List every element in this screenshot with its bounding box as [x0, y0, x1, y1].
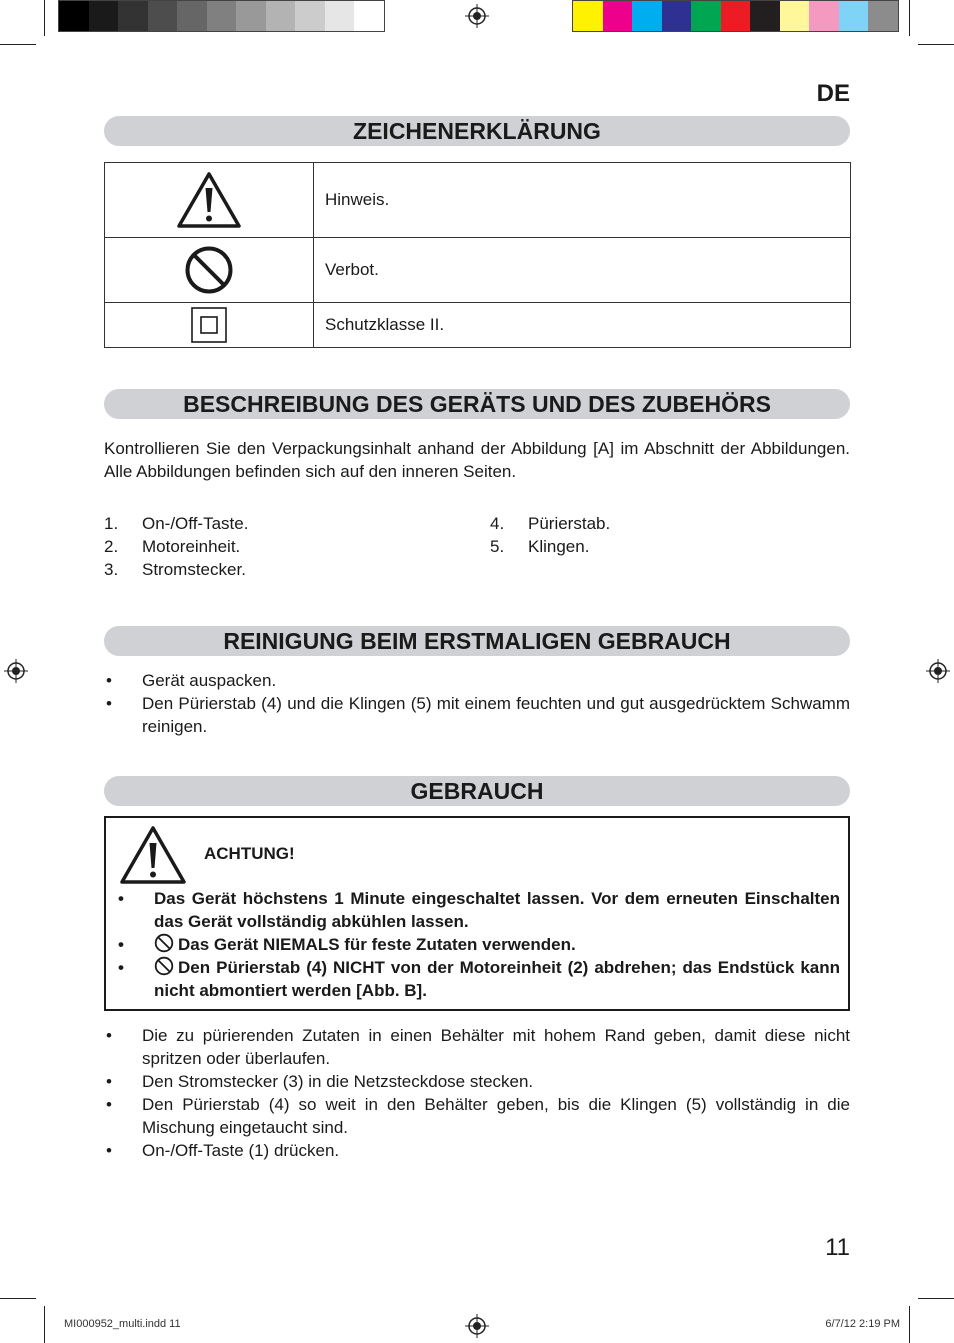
- bullet: •: [106, 1141, 112, 1160]
- item-text: Die zu pürierenden Zutaten in einen Behälter mit hohem Rand geben, damit diese nicht spritzen oder überlaufen.: [142, 1026, 850, 1068]
- item-label: Pürierstab.: [528, 514, 611, 533]
- warning-list: [116, 887, 840, 1002]
- item-label: On-/Off-Taste.: [142, 514, 249, 533]
- color-swatch: [177, 1, 207, 31]
- slug-file: MI000952_multi.indd 11: [64, 1318, 181, 1330]
- description-intro: Kontrollieren Sie den Verpackungsinhalt anhand der Abbildung [A] im Abschnitt der Abbildungen. Alle Abbildungen befinden sich auf den inneren Seiten.: [104, 439, 850, 481]
- list-item: [490, 512, 610, 535]
- symbol-cell: [105, 303, 314, 348]
- prohibition-icon: [154, 956, 174, 976]
- warning-box: [104, 816, 850, 1011]
- crop-mark: [918, 44, 954, 45]
- gray-color-bar: [58, 0, 385, 32]
- item-number: 2.: [104, 537, 119, 556]
- registration-mark-icon: [465, 4, 489, 28]
- symbol-cell: [105, 238, 314, 303]
- color-swatch: [148, 1, 178, 31]
- item-label: Stromstecker.: [142, 560, 246, 579]
- color-bar: [572, 0, 899, 32]
- registration-mark-icon: [4, 659, 28, 683]
- bullet: •: [106, 1072, 112, 1091]
- prohibition-icon: [154, 933, 174, 953]
- list-item: [104, 535, 248, 558]
- item-number: 1.: [104, 514, 119, 533]
- bullet: •: [118, 958, 124, 977]
- section-title-description: BESCHREIBUNG DES GERÄTS UND DES ZUBEHÖRS: [104, 389, 850, 419]
- list-item: [104, 512, 248, 535]
- item-label: Motoreinheit.: [142, 537, 241, 556]
- bullet: •: [118, 889, 124, 908]
- color-swatch: [662, 1, 692, 31]
- crop-mark: [0, 1298, 36, 1299]
- item-number: 3.: [104, 560, 119, 579]
- color-swatch: [266, 1, 296, 31]
- crop-mark: [44, 1306, 45, 1343]
- item-text: Den Pürierstab (4) und die Klingen (5) mit einem feuchten und gut ausgedrücktem Schwamm reinigen.: [142, 694, 850, 736]
- registration-mark-icon: [926, 659, 950, 683]
- crop-mark: [909, 1306, 910, 1343]
- color-swatch: [59, 1, 89, 31]
- warning-triangle-icon: [175, 170, 243, 230]
- color-swatch: [118, 1, 148, 31]
- color-swatch: [236, 1, 266, 31]
- section-title-usage: GEBRAUCH: [104, 776, 850, 806]
- color-swatch: [780, 1, 810, 31]
- table-row: [105, 163, 851, 238]
- language-tag: DE: [816, 80, 850, 107]
- parts-list-left: [104, 512, 248, 581]
- color-swatch: [325, 1, 355, 31]
- table-row: [105, 238, 851, 303]
- list-item: [104, 1024, 850, 1070]
- item-number: 5.: [490, 537, 505, 556]
- symbols-table: [104, 162, 851, 348]
- list-item: [104, 692, 850, 738]
- color-swatch: [839, 1, 869, 31]
- usage-steps-list: [104, 1024, 850, 1162]
- list-item: [490, 535, 610, 558]
- crop-mark: [0, 44, 36, 45]
- color-swatch: [750, 1, 780, 31]
- color-swatch: [868, 1, 898, 31]
- warning-triangle-icon: [118, 824, 188, 886]
- list-item: [104, 1139, 850, 1162]
- slug-date: 6/7/12 2:19 PM: [825, 1318, 900, 1330]
- bullet: •: [106, 694, 112, 713]
- symbol-meaning: Verbot.: [314, 238, 851, 303]
- list-item: [116, 956, 840, 1002]
- color-swatch: [603, 1, 633, 31]
- bullet: •: [106, 671, 112, 690]
- crop-mark: [918, 1298, 954, 1299]
- list-item: [116, 887, 840, 933]
- warning-title: ACHTUNG!: [204, 844, 295, 863]
- color-swatch: [809, 1, 839, 31]
- item-text: On-/Off-Taste (1) drücken.: [142, 1141, 340, 1160]
- item-text: Den Stromstecker (3) in die Netzsteckdose stecken.: [142, 1072, 534, 1091]
- color-swatch: [721, 1, 751, 31]
- item-text: Den Pürierstab (4) NICHT von der Motoreinheit (2) abdrehen; das Endstück kann nicht abmontiert werden [Abb. B].: [154, 958, 840, 1000]
- bullet: •: [118, 935, 124, 954]
- color-swatch: [354, 1, 384, 31]
- list-item: [104, 669, 850, 692]
- bullet: •: [106, 1026, 112, 1045]
- item-text: Gerät auspacken.: [142, 671, 277, 690]
- symbol-meaning: Schutzklasse II.: [314, 303, 851, 348]
- registration-mark-icon: [465, 1314, 489, 1338]
- color-swatch: [632, 1, 662, 31]
- symbol-meaning: Hinweis.: [314, 163, 851, 238]
- item-label: Klingen.: [528, 537, 590, 556]
- protection-class-ii-icon: [191, 307, 227, 343]
- item-number: 4.: [490, 514, 505, 533]
- item-text: Das Gerät NIEMALS für feste Zutaten verwenden.: [178, 935, 576, 954]
- color-swatch: [89, 1, 119, 31]
- parts-list-right: [490, 512, 610, 558]
- bullet: •: [106, 1095, 112, 1114]
- item-text-wrap: [154, 933, 840, 956]
- color-swatch: [691, 1, 721, 31]
- prohibition-icon: [184, 245, 234, 295]
- list-item: [116, 933, 840, 956]
- section-title-cleaning: REINIGUNG BEIM ERSTMALIGEN GEBRAUCH: [104, 626, 850, 656]
- item-text-wrap: [154, 956, 840, 1002]
- crop-mark: [44, 0, 45, 36]
- color-swatch: [295, 1, 325, 31]
- item-text: Den Pürierstab (4) so weit in den Behälter geben, bis die Klingen (5) vollständig in die Mischung eingetaucht sind.: [142, 1095, 850, 1137]
- page-number: 11: [825, 1234, 850, 1261]
- item-text: Das Gerät höchstens 1 Minute eingeschaltet lassen. Vor dem erneuten Einschalten das Gerät vollständig abkühlen lassen.: [154, 889, 840, 931]
- list-item: [104, 1093, 850, 1139]
- section-title-symbols: ZEICHENERKLÄRUNG: [104, 116, 850, 146]
- symbol-cell: [105, 163, 314, 238]
- crop-mark: [909, 0, 910, 36]
- cleaning-list: [104, 669, 850, 738]
- list-item: [104, 558, 248, 581]
- table-row: [105, 303, 851, 348]
- color-swatch: [207, 1, 237, 31]
- color-swatch: [573, 1, 603, 31]
- list-item: [104, 1070, 850, 1093]
